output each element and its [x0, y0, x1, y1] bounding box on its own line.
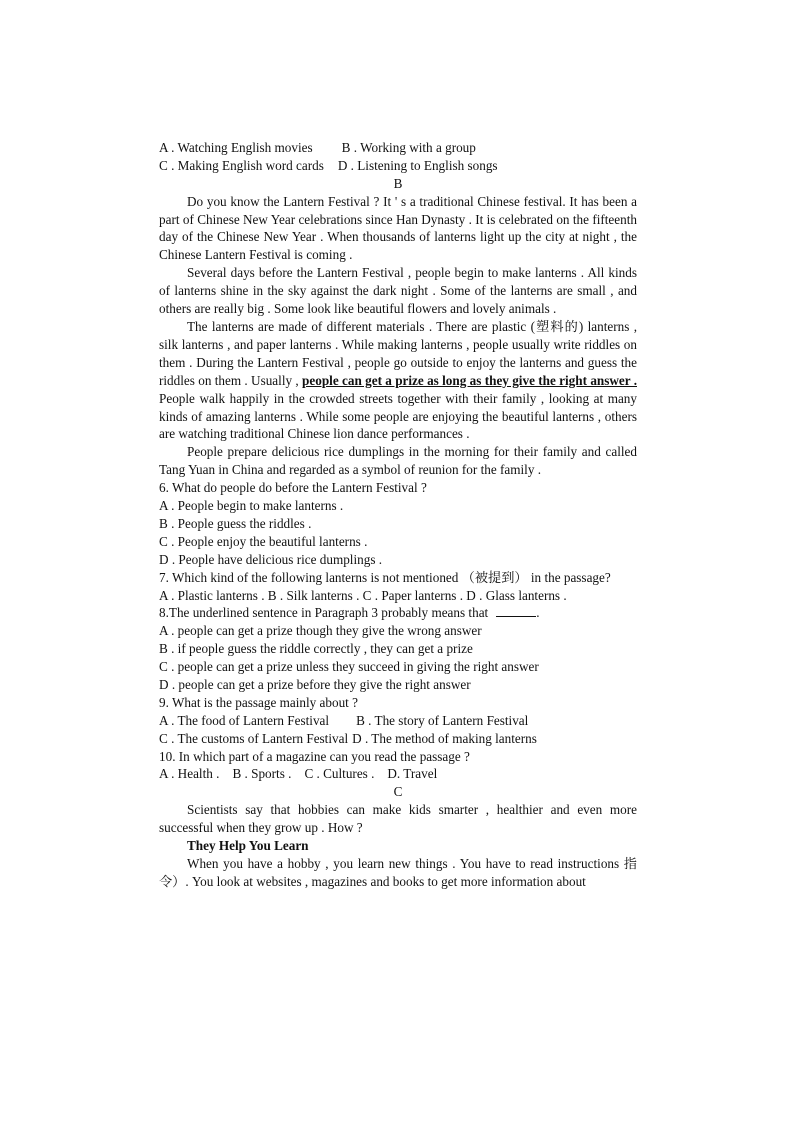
- question-10-option-d: D. Travel: [387, 766, 438, 782]
- question-9-options-row-1: [159, 712, 637, 730]
- section-b-paragraph-3: [159, 318, 637, 443]
- question-6-option-d: D . People have delicious rice dumplings .: [159, 551, 383, 567]
- question-9-option-c: C . The customs of Lantern Festival: [159, 730, 349, 746]
- question-7-stem: 7. Which kind of the following lanterns is not mentioned （被提到） in the passage?: [159, 569, 611, 585]
- section-b-label: B: [393, 175, 403, 191]
- question-9-option-a: A . The food of Lantern Festival: [159, 712, 330, 728]
- question-8-stem-line: [159, 604, 637, 622]
- option-d: D . Listening to English songs: [337, 157, 498, 173]
- question-7-options: A . Plastic lanterns . B . Silk lanterns . C . Paper lanterns . D . Glass lanterns .: [159, 587, 567, 603]
- question-10-options: [159, 765, 637, 783]
- underlined-sentence: people can get a prize as long as they give the right answer .: [302, 372, 637, 388]
- question-8-stem: 8.The underlined sentence in Paragraph 3 probably means that: [159, 605, 489, 621]
- prev-options-row-1: [159, 139, 637, 157]
- question-10-option-c: C . Cultures .: [304, 766, 375, 782]
- answer-blank: [496, 605, 536, 617]
- page-content: [159, 139, 637, 891]
- question-8-stem-end: .: [536, 605, 540, 621]
- question-8-option-b: B . if people guess the riddle correctly , they can get a prize: [159, 641, 473, 657]
- prev-options-row-2: [159, 157, 637, 175]
- option-c: C . Making English word cards: [159, 157, 324, 173]
- section-c-paragraph-1: Scientists say that hobbies can make kids smarter , healthier and even more successful when they grow up . How ?: [159, 802, 637, 836]
- section-c-label: C: [393, 784, 403, 800]
- option-b: B . Working with a group: [341, 140, 476, 155]
- paragraph-3-end: People walk happily in the crowded streets together with their family , looking at many kinds of amazing lanterns . While some people are enjoying the beautiful lanterns , others are watching traditional Chinese lion dance performances .: [159, 390, 637, 442]
- section-c-heading: They Help You Learn: [187, 838, 309, 854]
- question-9-options-row-2: [159, 730, 637, 748]
- question-8-option-c: C . people can get a prize unless they succeed in giving the right answer: [159, 659, 539, 675]
- question-6-option-b: B . People guess the riddles .: [159, 515, 312, 531]
- question-10-option-a: A . Health .: [159, 766, 220, 782]
- section-b-paragraph-4: People prepare delicious rice dumplings in the morning for their family and called Tang Yuan in China and regarded as a symbol of reunion for the family .: [159, 444, 637, 478]
- option-a: A . Watching English movies: [159, 140, 313, 155]
- question-10-option-b: B . Sports .: [232, 766, 292, 782]
- section-b-paragraph-1: Do you know the Lantern Festival ? It ' s a traditional Chinese festival. It has been a part of Chinese New Year celebrations since Han Dynasty . It is celebrated on the fifteenth day of the Chinese New Year . When thousands of lanterns light up the city at night , the Chinese Lantern Festival is coming .: [159, 193, 637, 263]
- question-9-option-d: D . The method of making lanterns: [352, 730, 537, 746]
- question-10-stem: 10. In which part of a magazine can you read the passage ?: [159, 748, 470, 764]
- question-6-stem: 6. What do people do before the Lantern Festival ?: [159, 480, 427, 496]
- question-9-stem: 9. What is the passage mainly about ?: [159, 694, 358, 710]
- question-8-option-a: A . people can get a prize though they give the wrong answer: [159, 623, 482, 639]
- question-6-option-a: A . People begin to make lanterns .: [159, 498, 344, 514]
- question-8-option-d: D . people can get a prize before they give the right answer: [159, 676, 471, 692]
- question-6-option-c: C . People enjoy the beautiful lanterns .: [159, 533, 368, 549]
- section-b-paragraph-2: Several days before the Lantern Festival , people begin to make lanterns . All kinds of lanterns shine in the sky against the dark night . Some of the lanterns are small , and others are really big . Some look like beautiful flowers and lovely animals .: [159, 265, 637, 317]
- section-c-paragraph-2: When you have a hobby , you learn new things . You have to read instructions 指令）. You look at websites , magazines and books to get more information about: [159, 855, 637, 889]
- paragraph-3-start: The lanterns are made of different materials . There are plastic (塑料的) lanterns , silk lanterns , and paper lanterns . While making lanterns , people usually write riddles on them . During the Lantern Festival , people go outside to enjoy the lanterns and guess the riddles on them . Usually ,: [159, 319, 637, 388]
- question-9-option-b: B . The story of Lantern Festival: [356, 712, 529, 728]
